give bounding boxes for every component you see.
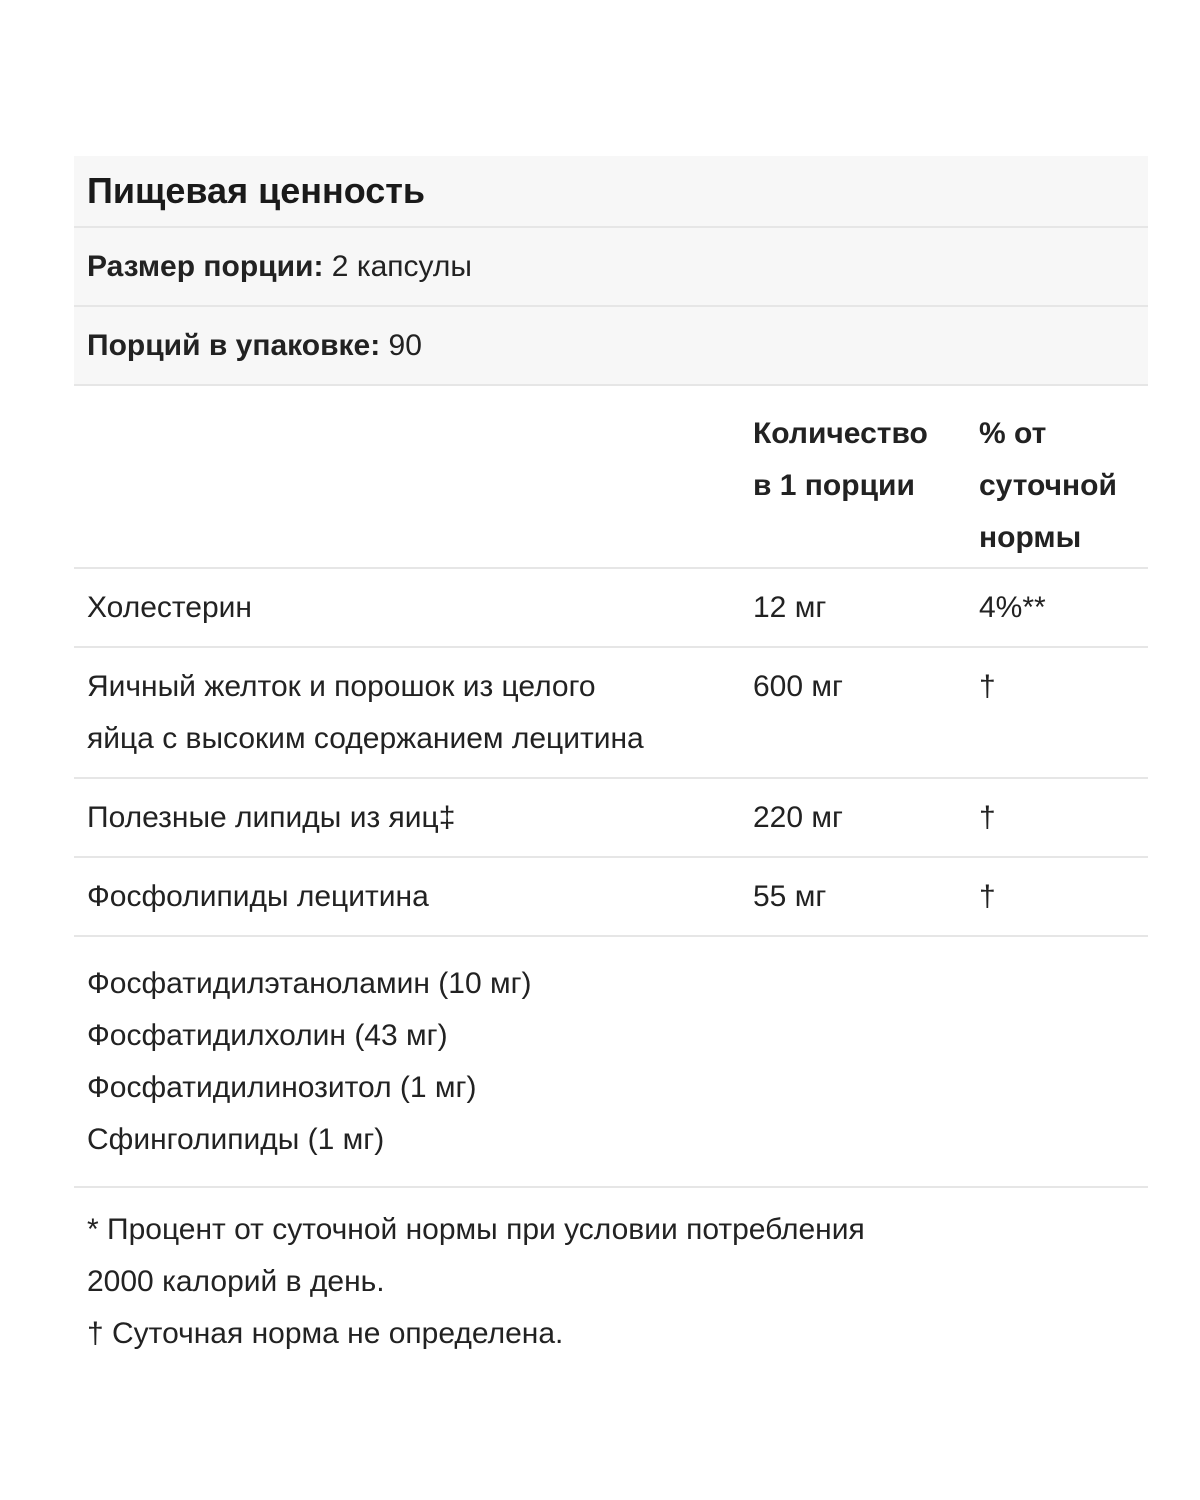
footnotes xyxy=(74,1188,1148,1360)
nutrition-facts-table xyxy=(74,156,1148,1360)
header-amount-line: Количество xyxy=(753,417,928,450)
footnote-line: † Суточная норма не определена. xyxy=(87,1317,564,1350)
list-item: Сфинголипиды (1 мг) xyxy=(87,1123,385,1156)
servings-per-container-label: Порций в упаковке: xyxy=(87,328,381,362)
nutrient-name: Холестерин xyxy=(87,590,252,624)
nutrient-name-line: Яичный желток и порошок из целого xyxy=(87,670,596,703)
nutrient-name: Полезные липиды из яиц‡ xyxy=(87,800,456,834)
list-item: Фосфатидилинозитол (1 мг) xyxy=(87,1071,477,1104)
header-amount-line: в 1 порции xyxy=(753,469,915,502)
nutrient-amount: 55 мг xyxy=(753,879,827,913)
servings-per-container-row xyxy=(74,307,1148,386)
nutrient-dv: † xyxy=(979,879,996,913)
footnote-line: * Процент от суточной нормы при условии потребления xyxy=(87,1213,865,1246)
nutrient-amount: 220 мг xyxy=(753,800,843,834)
header-dv-line: % от xyxy=(979,417,1047,450)
header-amount-cell xyxy=(740,408,966,512)
nutrient-amount: 600 мг xyxy=(753,670,843,703)
nutrient-name xyxy=(74,661,740,765)
header-dv-cell xyxy=(966,408,1148,564)
table-row xyxy=(74,648,1148,779)
table-row xyxy=(74,569,1148,648)
title-row xyxy=(74,156,1148,228)
header-dv-line: нормы xyxy=(979,521,1082,554)
page-title: Пищевая ценность xyxy=(87,170,426,211)
nutrient-name-line: яйца с высоким содержанием лецитина xyxy=(87,722,644,755)
nutrient-name: Фосфолипиды лецитина xyxy=(87,879,429,913)
footnote-line: 2000 калорий в день. xyxy=(87,1265,385,1298)
table-row xyxy=(74,779,1148,858)
nutrient-amount: 12 мг xyxy=(753,590,827,624)
list-item: Фосфатидилэтаноламин (10 мг) xyxy=(87,967,532,1000)
list-item: Фосфатидилхолин (43 мг) xyxy=(87,1019,448,1052)
serving-size-label: Размер порции: xyxy=(87,249,324,283)
serving-size-value: 2 капсулы xyxy=(323,249,472,283)
table-row xyxy=(74,858,1148,937)
nutrient-dv: † xyxy=(979,670,996,703)
serving-size-row xyxy=(74,228,1148,307)
phospholipid-breakdown xyxy=(74,937,1148,1188)
column-header-row xyxy=(74,386,1148,569)
nutrient-dv: 4%** xyxy=(979,590,1046,624)
header-dv-line: суточной xyxy=(979,469,1117,502)
nutrient-dv: † xyxy=(979,800,996,834)
servings-per-container-value: 90 xyxy=(380,328,422,362)
